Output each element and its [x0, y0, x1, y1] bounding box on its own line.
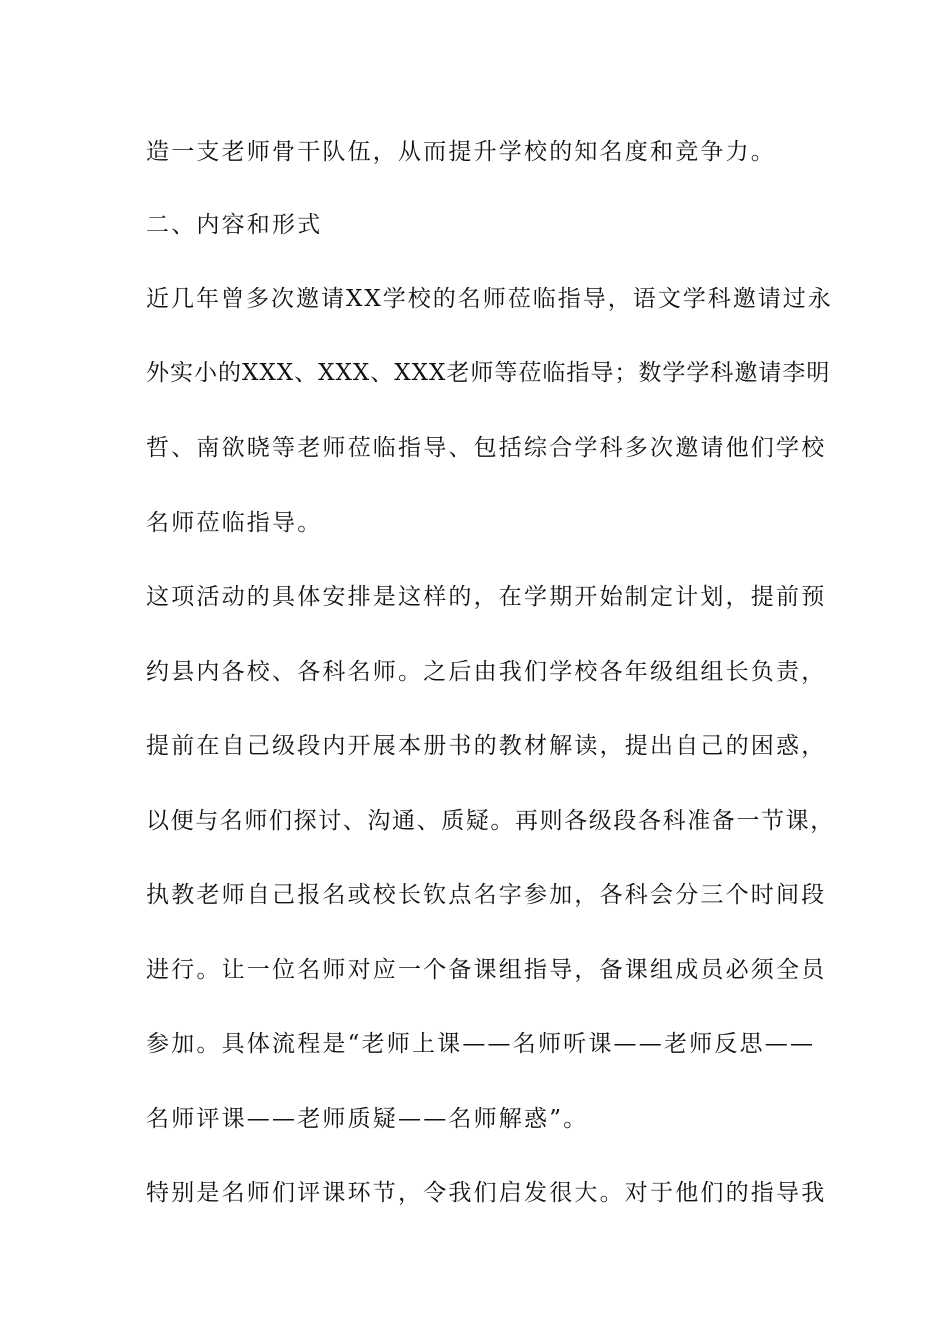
paragraph-line: 名师评课——老师质疑——名师解惑”。 [146, 1106, 589, 1132]
paragraph-line: 哲、南欲晓等老师莅临指导、包括综合学科多次邀请他们学校 [146, 435, 827, 461]
paragraph-line: 进行。让一位名师对应一个备课组指导，备课组成员必须全员 [146, 957, 827, 983]
paragraph-line: 特别是名师们评课环节，令我们启发很大。对于他们的指导我 [146, 1180, 827, 1206]
paragraph-line: 造一支老师骨干队伍，从而提升学校的知名度和竞争力。 [146, 139, 776, 165]
paragraph-line: 执教老师自己报名或校长钦点名字参加，各科会分三个时间段 [146, 882, 827, 908]
paragraph-line: 这项活动的具体安排是这样的，在学期开始制定计划，提前预 [146, 584, 827, 610]
paragraph-line: 以便与名师们探讨、沟通、质疑。再则各级段各科准备一节课， [146, 808, 835, 834]
paragraph-line: 外实小的XXX、XXX、XXX老师等莅临指导；数学学科邀请李明 [146, 360, 831, 386]
paragraph-line: 名师莅临指导。 [146, 510, 323, 536]
paragraph-line: 参加。具体流程是“老师上课——名师听课——老师反思—— [146, 1031, 816, 1057]
paragraph-line: 近几年曾多次邀请XX学校的名师莅临指导，语文学科邀请过永 [146, 286, 833, 312]
paragraph-line: 约县内各校、各科名师。之后由我们学校各年级组组长负责， [146, 659, 827, 685]
paragraph-line: 提前在自己级段内开展本册书的教材解读，提出自己的困惑， [146, 733, 827, 759]
section-heading: 二、内容和形式 [146, 212, 323, 238]
